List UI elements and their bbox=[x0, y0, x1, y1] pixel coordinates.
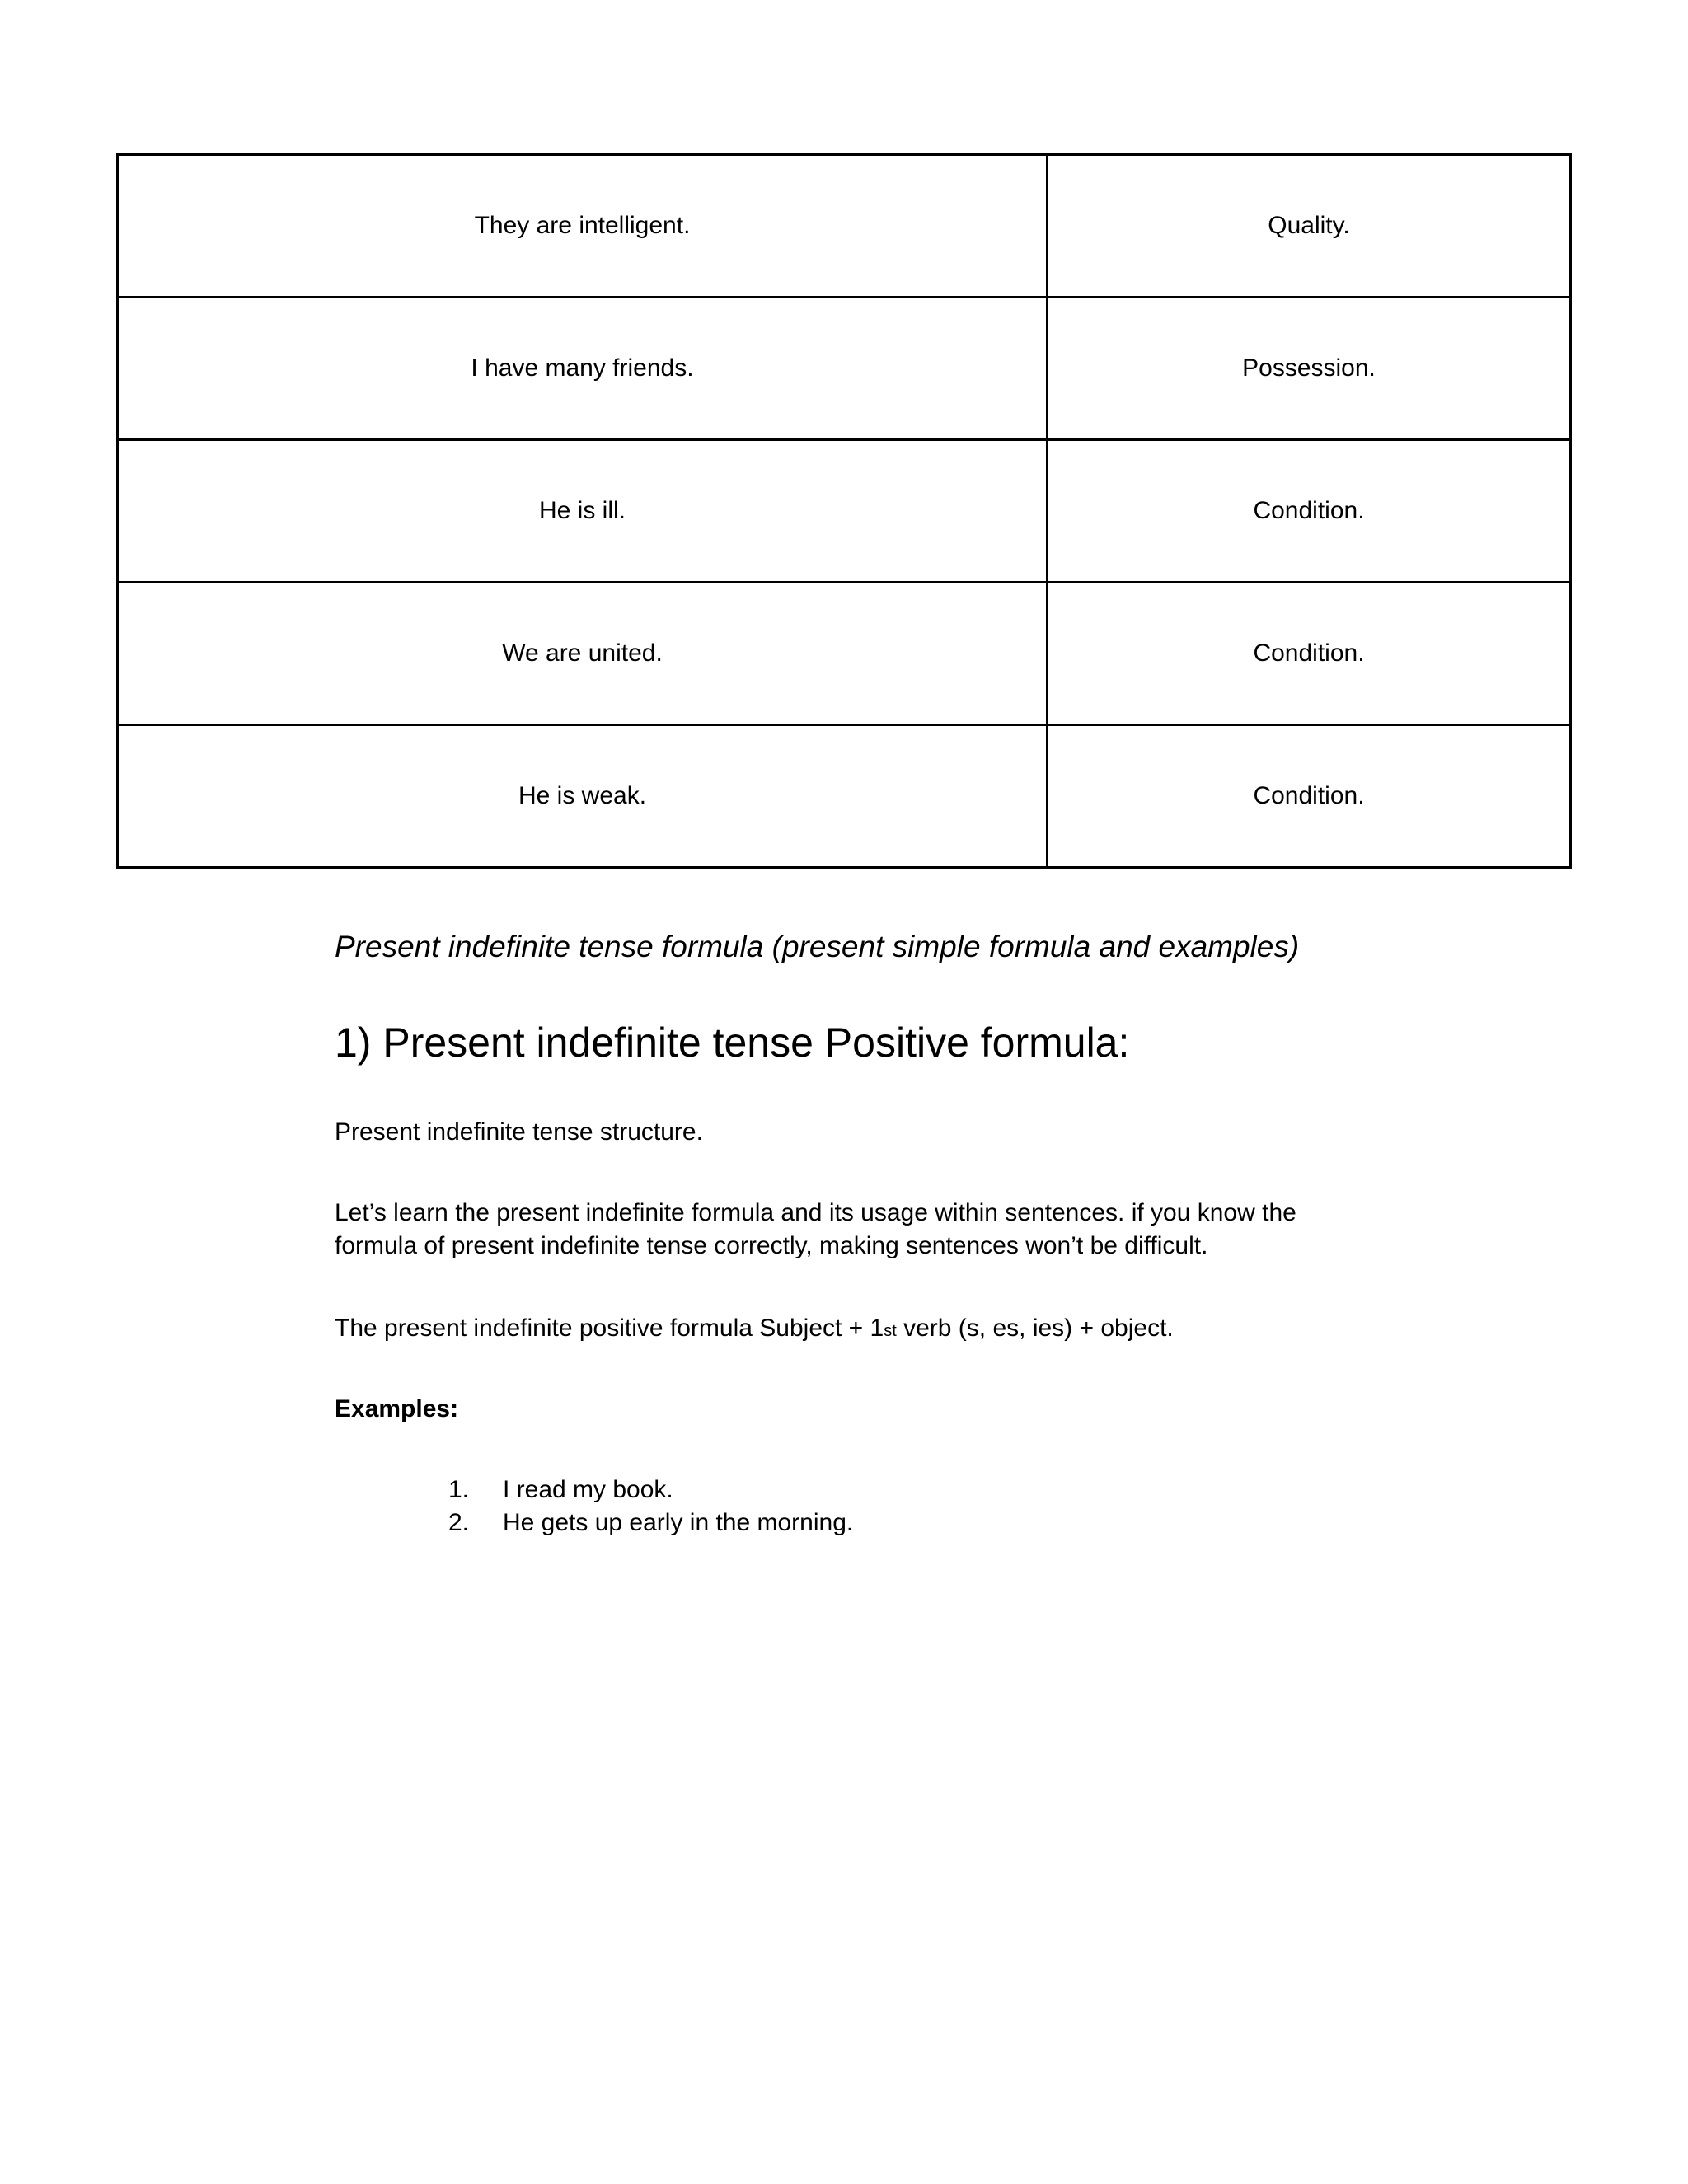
section-heading: 1) Present indefinite tense Positive formula: bbox=[335, 1019, 1130, 1066]
type-cell: Condition. bbox=[1048, 583, 1571, 725]
structure-paragraph: Present indefinite tense structure. bbox=[335, 1118, 703, 1146]
formula-suffix: verb (s, es, ies) + object. bbox=[896, 1315, 1174, 1342]
formula-prefix: The present indefinite positive formula Subject + 1 bbox=[335, 1315, 884, 1342]
table-row bbox=[118, 583, 1571, 725]
list-number: 2. bbox=[448, 1509, 470, 1536]
sentence-cell: He is ill. bbox=[118, 440, 1048, 583]
formula-superscript: st bbox=[884, 1322, 897, 1340]
examples-label: Examples: bbox=[335, 1395, 459, 1422]
table-row bbox=[118, 155, 1571, 298]
sentence-cell: They are intelligent. bbox=[118, 155, 1048, 298]
type-cell: Condition. bbox=[1048, 725, 1571, 868]
list-text: I read my book. bbox=[503, 1476, 673, 1503]
type-cell: Condition. bbox=[1048, 440, 1571, 583]
sentence-type-table bbox=[116, 153, 1572, 869]
sentence-cell: He is weak. bbox=[118, 725, 1048, 868]
sentence-cell: We are united. bbox=[118, 583, 1048, 725]
formula-paragraph bbox=[335, 1312, 1174, 1347]
list-number: 1. bbox=[448, 1476, 470, 1503]
table-row bbox=[118, 440, 1571, 583]
section-subtitle: Present indefinite tense formula (present simple formula and examples) bbox=[335, 930, 1300, 963]
intro-paragraph: Let’s learn the present indefinite formula and its usage within sentences. if you know the formula of present indefinite tense correctly, making sentences won’t be difficult. bbox=[335, 1199, 1296, 1259]
sentence-cell: I have many friends. bbox=[118, 298, 1048, 440]
table-row bbox=[118, 298, 1571, 440]
list-text: He gets up early in the morning. bbox=[503, 1509, 854, 1536]
type-cell: Quality. bbox=[1048, 155, 1571, 298]
type-cell: Possession. bbox=[1048, 298, 1571, 440]
table-row bbox=[118, 725, 1571, 868]
